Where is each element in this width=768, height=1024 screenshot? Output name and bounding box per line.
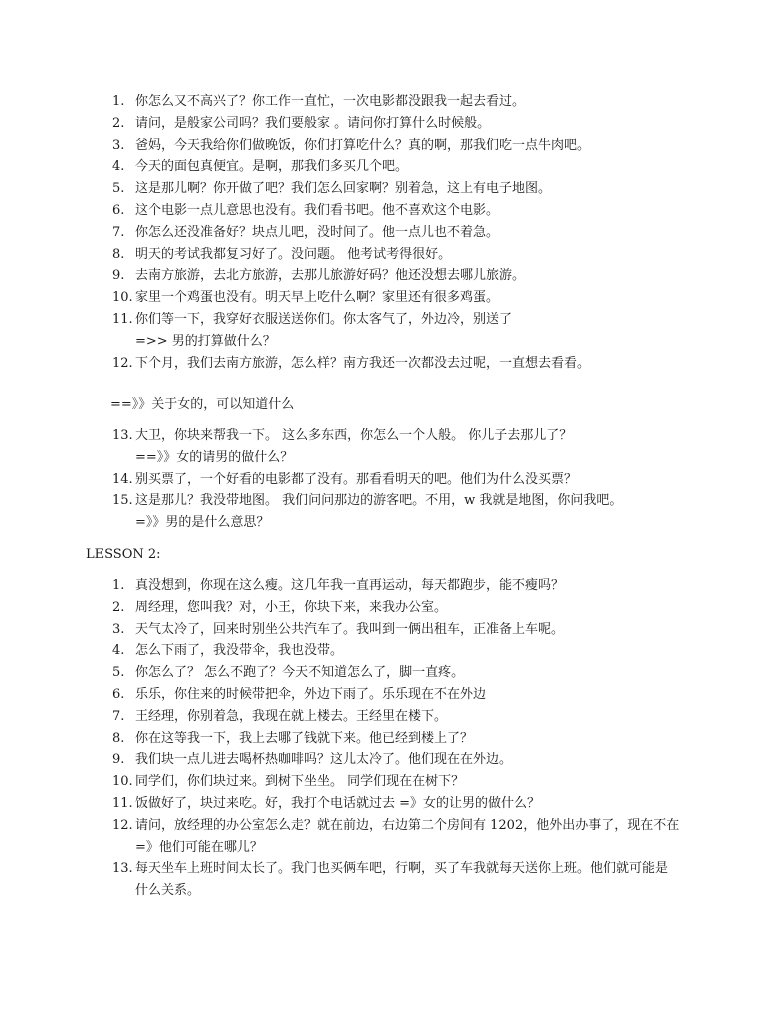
item-text: 乐乐，你住来的时候带把伞，外边下雨了。乐乐现在不在外边 xyxy=(135,686,487,702)
item-text: 家里一个鸡蛋也没有。明天早上吃什么啊？家里还有很多鸡蛋。 xyxy=(135,290,500,306)
item-question: =>> 男的打算做什么？ xyxy=(135,333,276,349)
list-item xyxy=(0,156,590,178)
list-item xyxy=(0,771,680,793)
item-text: 你怎么了？ 怎么不跑了？今天不知道怎么了，脚一直疼。 xyxy=(135,665,465,681)
item-text: 同学们，你们块过来。到树下坐坐。 同学们现在在树下？ xyxy=(135,774,465,790)
item-text: 你怎么还没准备好？块点儿吧，没时间了。他一点儿也不着急。 xyxy=(135,224,500,240)
lesson2-list xyxy=(0,575,680,902)
list-item xyxy=(0,706,680,728)
list-item xyxy=(0,575,680,597)
list-item xyxy=(0,793,680,815)
item-number: 5. xyxy=(112,665,125,681)
item-number: 12. xyxy=(112,355,133,371)
item-number: 4. xyxy=(112,159,125,175)
item-text: 周经理，您叫我？对，小王，你块下来，来我办公室。 xyxy=(135,599,448,615)
item-number: 9. xyxy=(112,268,125,284)
item-text: 请问，放经理的办公室怎么走？就在前边，右边第二个房间有 1202，他外出办事了，现在不在=》他们可能在哪儿？ xyxy=(135,817,680,855)
item-number: 7. xyxy=(112,224,125,240)
item-number: 3. xyxy=(112,137,125,153)
lesson-heading: LESSON 2: xyxy=(86,547,161,562)
item-number: 10. xyxy=(112,774,133,790)
list-item xyxy=(0,749,680,771)
item-text: 你在这等我一下，我上去哪了钱就下来。他已经到楼上了？ xyxy=(135,730,474,746)
item-text: 大卫，你块来帮我一下。 这么多东西，你怎么一个人般。 你儿子去那儿了？ xyxy=(135,428,573,443)
item-text: 真没想到，你现在这么瘦。这几年我一直再运动，每天都跑步，能不瘦吗？ xyxy=(135,578,565,593)
list-item xyxy=(0,684,680,706)
list-item xyxy=(0,287,590,309)
item-question: =》》男的是什么意思？ xyxy=(135,515,270,531)
item-question: ==》》女的请男的做什么？ xyxy=(135,449,294,465)
item-text: 请问，是般家公司吗？我们要般家 。请问你打算什么时候般。 xyxy=(135,115,491,131)
item-number: 12. xyxy=(112,817,133,833)
list-item xyxy=(0,640,680,662)
item-number: 2. xyxy=(112,599,125,615)
item-text: 这是那儿啊？你开做了吧？我们怎么回家啊？别着急，这上有电子地图。 xyxy=(135,181,552,197)
list-item xyxy=(0,265,590,287)
item-text: 爸妈，今天我给你们做晚饭，你们打算吃什么？真的啊，那我们吃一点牛肉吧。 xyxy=(135,137,591,153)
item-number: 10. xyxy=(112,290,133,306)
list-item xyxy=(0,597,680,619)
item-text: 去南方旅游，去北方旅游，去那儿旅游好码？他还没想去哪儿旅游。 xyxy=(135,268,526,284)
list-item xyxy=(0,469,622,491)
item-number: 13. xyxy=(112,428,133,443)
list-item xyxy=(0,113,590,135)
item-number: 4. xyxy=(112,643,125,659)
item-number: 1. xyxy=(112,578,125,593)
item-text: 王经理，你别着急，我现在就上楼去。王经里在楼下。 xyxy=(135,708,448,724)
list-item xyxy=(0,200,590,222)
list-item xyxy=(0,91,590,113)
item-text: 天气太冷了，回来时别坐公共汽车了。我叫到一俩出租车，正准备上车呢。 xyxy=(135,621,565,637)
list-item xyxy=(0,490,622,534)
item-number: 13. xyxy=(112,861,133,877)
item-text: 这是那儿？我没带地图。 我们问问那边的游客吧。不用，w 我就是地图，你问我吧。 xyxy=(135,493,623,509)
item-text: 明天的考试我都复习好了。没问题。 他考试考得很好。 xyxy=(135,246,452,262)
list-item xyxy=(0,619,680,641)
item-number: 14. xyxy=(112,471,133,487)
item-text: 怎么下雨了，我没带伞，我也没带。 xyxy=(135,643,344,659)
item-number: 11. xyxy=(112,795,133,811)
item-text: 别买票了，一个好看的电影都了没有。那看看明天的吧。他们为什么没买票？ xyxy=(135,471,578,487)
item-number: 6. xyxy=(112,686,125,702)
item-text: 饭做好了，块过来吃。好，我打个电话就过去 =》女的让男的做什么？ xyxy=(135,795,541,811)
lesson1-list xyxy=(0,91,590,374)
item-text: 你怎么又不高兴了？你工作一直忙，一次电影都没跟我一起去看过。 xyxy=(135,94,526,109)
list-item xyxy=(0,353,590,375)
item-number: 1. xyxy=(112,94,125,109)
item-text: 你们等一下，我穿好衣服送送你们。你太客气了，外边冷，别送了 xyxy=(135,311,513,327)
item-text: 每天坐车上班时间太长了。我门也买俩车吧，行啊，买了车我就每天送你上班。他们就可能是什么关系。 xyxy=(135,861,669,899)
item-number: 7. xyxy=(112,708,125,724)
list-item xyxy=(0,425,622,469)
item-number: 15. xyxy=(112,493,133,509)
list-item xyxy=(0,728,680,750)
item-question: ==》》关于女的，可以知道什么 xyxy=(110,397,295,412)
list-item xyxy=(0,244,590,266)
item-number: 5. xyxy=(112,181,125,197)
item-text: 这个电影一点儿意思也没有。我们看书吧。他不喜欢这个电影。 xyxy=(135,202,500,218)
item-number: 2. xyxy=(112,115,125,131)
item-text: 下个月，我们去南方旅游，怎么样？南方我还一次都没去过呢，一直想去看看。 xyxy=(135,355,591,371)
list-item xyxy=(0,815,680,859)
list-item xyxy=(0,178,590,200)
item-number: 6. xyxy=(112,202,125,218)
item-number: 9. xyxy=(112,752,125,768)
list-item xyxy=(0,662,680,684)
list-item xyxy=(0,135,590,157)
item-number: 3. xyxy=(112,621,125,637)
item-text: 今天的面包真便宜。是啊，那我们多买几个吧。 xyxy=(135,159,409,175)
list-item xyxy=(0,222,590,244)
list-item xyxy=(0,309,590,353)
item-number: 8. xyxy=(112,246,125,262)
lesson1-list-continued xyxy=(0,425,622,534)
item-number: 8. xyxy=(112,730,125,746)
item-text: 我们块一点儿进去喝杯热咖啡吗？这儿太冷了。他们现在在外边。 xyxy=(135,752,513,768)
list-item xyxy=(0,858,680,902)
item-number: 11. xyxy=(112,311,133,327)
